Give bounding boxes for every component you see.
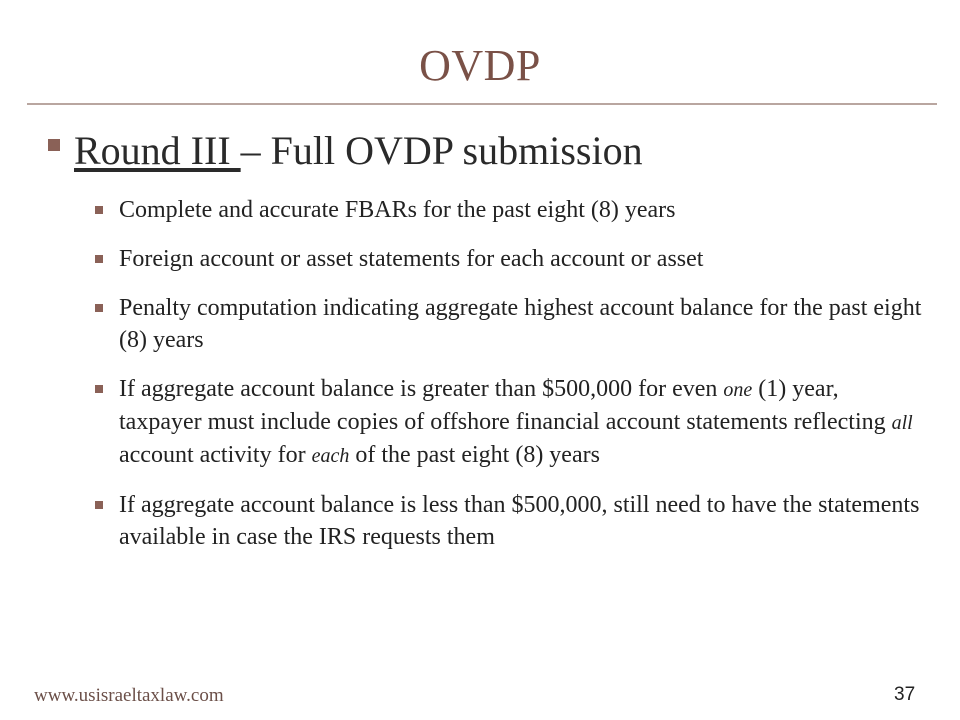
emphasis-text: each (311, 445, 350, 467)
square-bullet-icon (95, 501, 103, 509)
text-fragment: (1) year, taxpayer must include copies of offshore financial account statements reflecting (119, 376, 892, 435)
square-bullet-icon (95, 255, 103, 263)
square-bullet-icon (95, 206, 103, 214)
sub-bullet-text (119, 376, 913, 468)
sub-bullet-item (94, 373, 924, 472)
footer-website-link[interactable]: www.usisraeltaxlaw.com (34, 685, 224, 706)
main-bullet-underlined: Round III (74, 128, 241, 173)
sub-bullet-list (94, 194, 924, 570)
main-bullet-text: – Full OVDP submission (240, 128, 643, 173)
text-fragment: account activity for (119, 442, 312, 468)
title-divider (27, 103, 937, 105)
sub-bullet-text: Complete and accurate FBARs for the past eight (8) years (119, 197, 676, 223)
main-bullet (48, 126, 928, 176)
sub-bullet-item (94, 243, 924, 275)
sub-bullet-text: Penalty computation indicating aggregate highest account balance for the past eight (8) years (119, 295, 922, 353)
sub-bullet-item (94, 194, 924, 226)
slide-title: OVDP (419, 41, 541, 90)
sub-bullet-text: Foreign account or asset statements for each account or asset (119, 246, 704, 272)
square-bullet-icon (95, 385, 103, 393)
text-fragment: of the past eight (8) years (349, 442, 600, 468)
emphasis-text: all (891, 412, 913, 434)
text-fragment: If aggregate account balance is greater than $500,000 for even (119, 376, 724, 402)
sub-bullet-item (94, 292, 924, 356)
sub-bullet-item (94, 489, 924, 553)
square-bullet-icon (48, 139, 60, 151)
emphasis-text: one (723, 379, 753, 401)
page-number: 37 (894, 684, 916, 705)
square-bullet-icon (95, 304, 103, 312)
sub-bullet-text: If aggregate account balance is less than $500,000, still need to have the statements available in case the IRS requests them (119, 492, 920, 550)
